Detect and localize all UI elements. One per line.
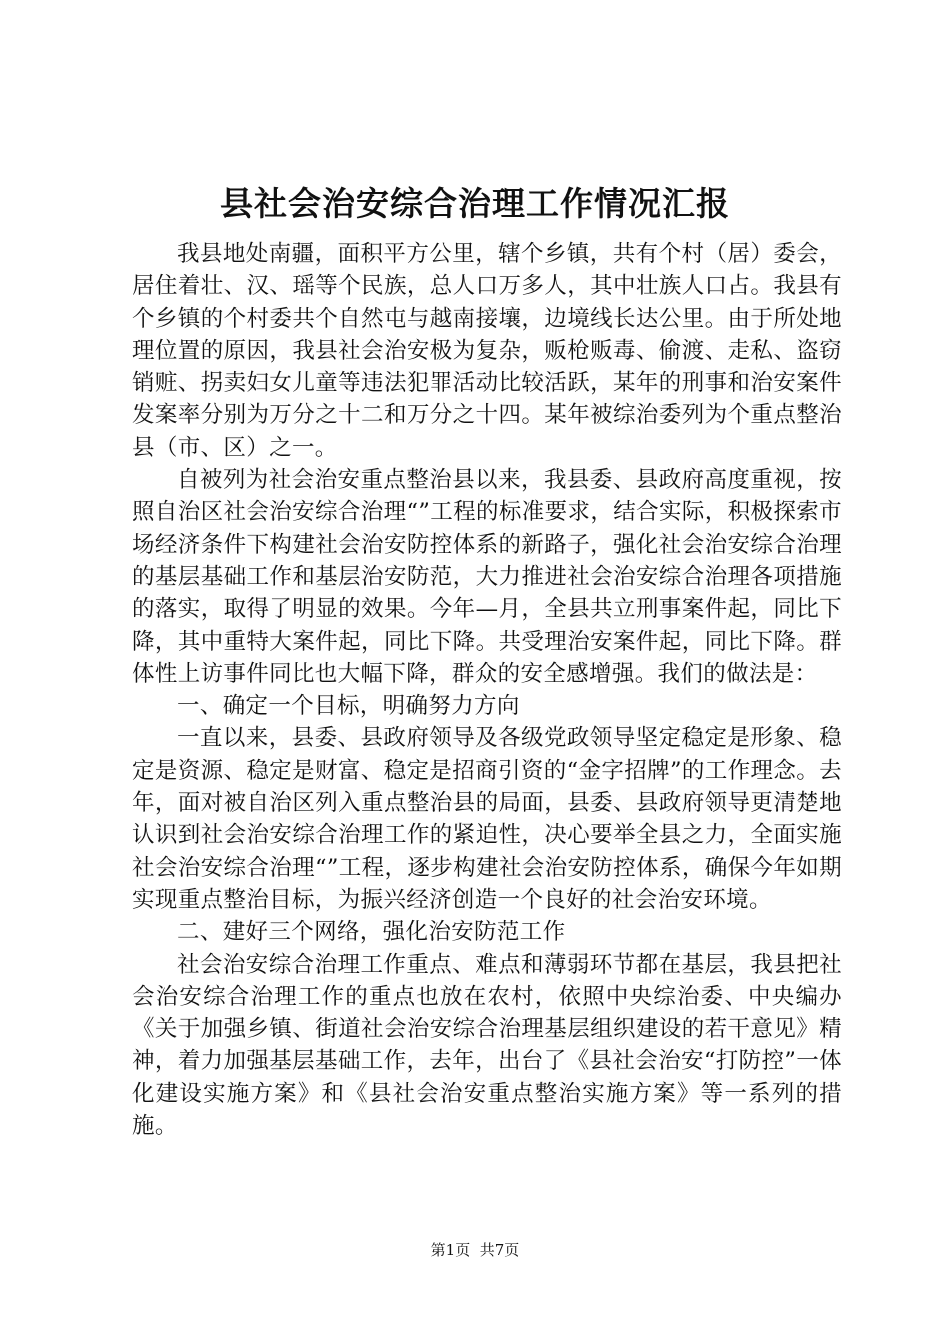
- paragraph-section-2: 社会治安综合治理工作重点、难点和薄弱环节都在基层，我县把社会治安综合治理工作的重点也放在农村，依照中央综治委、中央编办《关于加强乡镇、街道社会治安综合治理基层组织建设的若干意见》精神，着力加强基层基础工作，去年，出台了《县社会治安“打防控”一体化建设实施方案》和《县社会治安重点整治实施方案》等一系列的措施。: [132, 951, 842, 1140]
- page-total: 共7页: [479, 1241, 520, 1259]
- page-number: 第1页: [430, 1241, 471, 1259]
- paragraph-overview: 自被列为社会治安重点整治县以来，我县委、县政府高度重视，按照自治区社会治安综合治理“”工程的标准要求，结合实际，积极探索市场经济条件下构建社会治安防控体系的新路子，强化社会治安综合治理的基层基础工作和基层治安防范，大力推进社会治安综合治理各项措施的落实，取得了明显的效果。今年—月，全县共立刑事案件起，同比下降，其中重特大案件起，同比下降。共受理治安案件起，同比下降。群体性上访事件同比也大幅下降，群众的安全感增强。我们的做法是：: [132, 467, 842, 687]
- page-footer: [0, 1240, 950, 1260]
- document-body: [132, 238, 842, 1142]
- section-heading-2: 二、建好三个网络，强化治安防范工作: [177, 919, 566, 946]
- paragraph-section-1: 一直以来，县委、县政府领导及各级党政领导坚定稳定是形象、稳定是资源、稳定是财富、稳定是招商引资的“金字招牌”的工作理念。去年，面对被自治区列入重点整治县的局面，县委、县政府领导更清楚地认识到社会治安综合治理工作的紧迫性，决心要举全县之力，全面实施社会治安综合治理“”工程，逐步构建社会治安防控体系，确保今年如期实现重点整治目标，为振兴经济创造一个良好的社会治安环境。: [132, 725, 842, 913]
- section-heading-1: 一、确定一个目标，明确努力方向: [177, 693, 520, 720]
- document-title: 县社会治安综合治理工作情况汇报: [220, 184, 730, 223]
- paragraph-intro: 我县地处南疆，面积平方公里，辖个乡镇，共有个村（居）委会，居住着壮、汉、瑶等个民族，总人口万多人，其中壮族人口占。我县有个乡镇的个村委共个自然屯与越南接壤，边境线长达公里。由于所处地理位置的原因，我县社会治安极为复杂，贩枪贩毒、偷渡、走私、盗窃销赃、拐卖妇女儿童等违法犯罪活动比较活跃，某年的刑事和治安案件发案率分别为万分之十二和万分之十四。某年被综治委列为个重点整治县（市、区）之一。: [132, 241, 842, 461]
